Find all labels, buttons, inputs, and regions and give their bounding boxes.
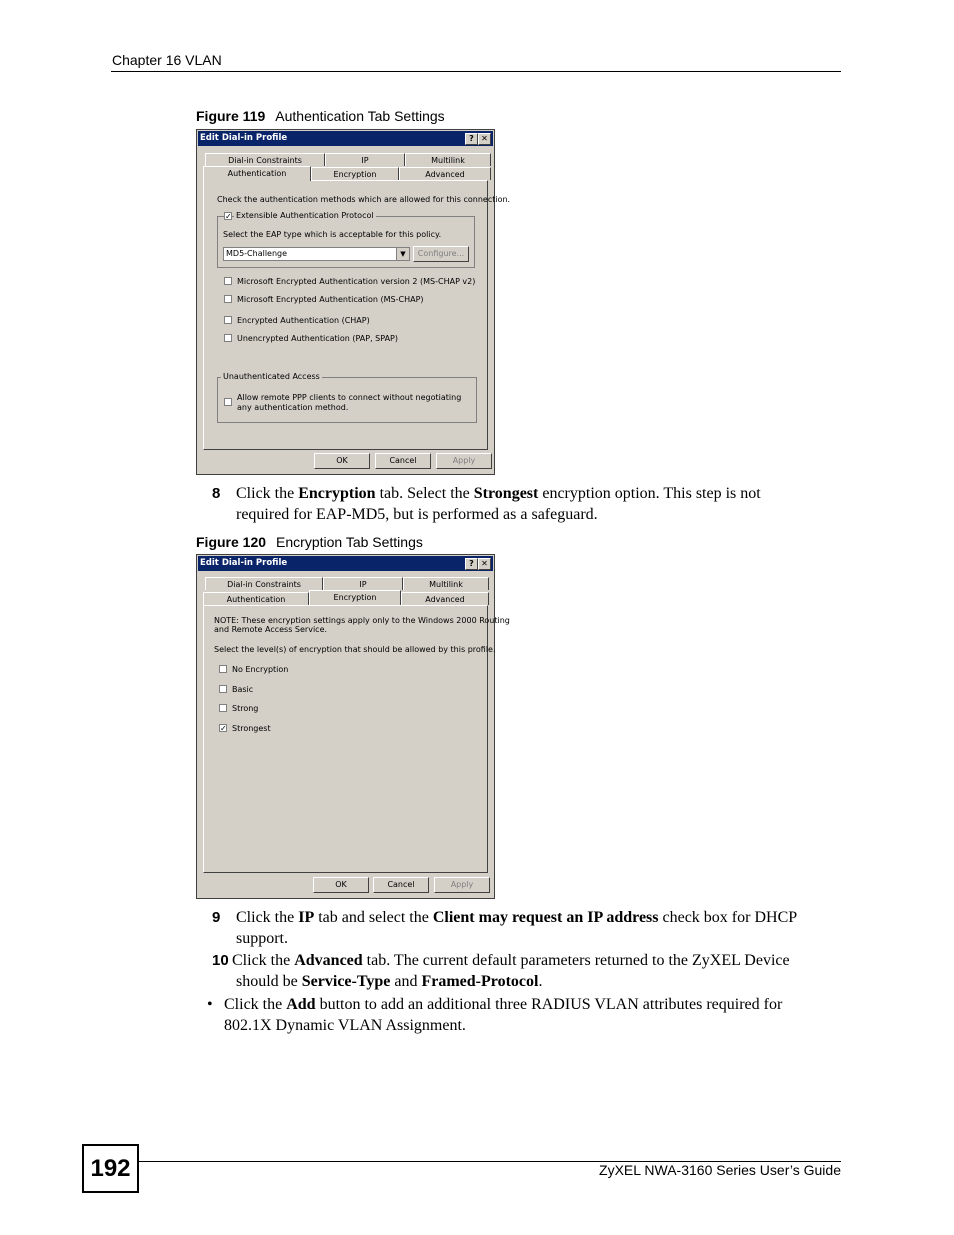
step-10-t2: tab. The current default parameters returned to the ZyXEL Device bbox=[362, 952, 790, 969]
step-10-b1: Advanced bbox=[294, 952, 363, 969]
tab-dial-in-constraints[interactable]: Dial-in Constraints bbox=[205, 577, 323, 590]
step-9-number: 9 bbox=[212, 909, 221, 926]
step-9-b2: Client may request an IP address bbox=[432, 909, 659, 926]
step-10-l2-t2: and bbox=[390, 973, 422, 990]
step-8-b1: Encryption bbox=[298, 485, 376, 502]
step-9-b1: IP bbox=[298, 909, 315, 926]
step-8-t2: tab. Select the bbox=[375, 485, 474, 502]
no-encryption-checkbox[interactable] bbox=[219, 665, 227, 673]
step-10-line2 bbox=[236, 971, 846, 992]
tab-encryption[interactable]: Encryption bbox=[311, 167, 399, 180]
figure-120-label: Figure 120 bbox=[196, 534, 267, 550]
step-10-t1: Click the bbox=[232, 952, 295, 969]
cancel-button[interactable]: Cancel bbox=[375, 453, 431, 469]
enc-note-line2: and Remote Access Service. bbox=[214, 625, 328, 634]
header-rule bbox=[111, 71, 841, 72]
figure-119-caption bbox=[196, 108, 445, 124]
unauth-checkbox[interactable] bbox=[224, 398, 232, 406]
strong-checkbox[interactable] bbox=[219, 704, 227, 712]
tab-dial-in-constraints[interactable]: Dial-in Constraints bbox=[205, 153, 325, 166]
ms-chap-v2-label: Microsoft Encrypted Authentication version 2 (MS-CHAP v2) bbox=[237, 277, 476, 286]
step-9-t2: tab and select the bbox=[314, 909, 433, 926]
eap-group-title: Extensible Authentication Protocol bbox=[236, 211, 374, 220]
bullet-t2: button to add an additional three RADIUS VLAN attributes required for bbox=[315, 996, 783, 1013]
bullet-text bbox=[224, 994, 844, 1036]
enc-prompt: Select the level(s) of encryption that should be allowed by this profile. bbox=[214, 645, 496, 654]
tab-encryption[interactable]: Encryption bbox=[309, 590, 401, 605]
step-8-t1: Click the bbox=[236, 485, 299, 502]
bullet-b1: Add bbox=[286, 996, 316, 1013]
figure-120-title: Encryption Tab Settings bbox=[276, 534, 423, 550]
pap-checkbox[interactable] bbox=[224, 334, 232, 342]
guide-title: ZyXEL NWA-3160 Series User’s Guide bbox=[599, 1162, 841, 1178]
bullet-mark: • bbox=[207, 996, 213, 1013]
strong-label: Strong bbox=[232, 704, 259, 713]
basic-label: Basic bbox=[232, 685, 254, 694]
eap-type-value: MD5-Challenge bbox=[226, 249, 288, 258]
figure-120-caption bbox=[196, 534, 423, 550]
ms-chap-checkbox[interactable] bbox=[224, 295, 232, 303]
help-icon[interactable]: ? bbox=[465, 133, 478, 145]
unauth-line1: Allow remote PPP clients to connect without negotiating bbox=[237, 393, 462, 402]
enc-dialog-title: Edit Dial-in Profile bbox=[200, 558, 288, 568]
auth-dialog-title: Edit Dial-in Profile bbox=[200, 133, 288, 143]
step-10-l2-b2: Framed-Protocol bbox=[421, 973, 539, 990]
unauth-group-title: Unauthenticated Access bbox=[223, 372, 320, 381]
eap-checkbox[interactable]: ✓ bbox=[225, 212, 232, 221]
tab-multilink[interactable]: Multilink bbox=[405, 153, 491, 166]
configure-button[interactable]: Configure... bbox=[413, 246, 469, 262]
close-icon[interactable]: ✕ bbox=[478, 133, 491, 145]
tab-advanced[interactable]: Advanced bbox=[399, 167, 491, 180]
help-icon[interactable]: ? bbox=[465, 558, 478, 570]
figure-119-title: Authentication Tab Settings bbox=[275, 108, 445, 124]
chap-checkbox[interactable] bbox=[224, 316, 232, 324]
step-10-l2-b1: Service-Type bbox=[301, 973, 391, 990]
chapter-header: Chapter 16 VLAN bbox=[112, 52, 222, 68]
step-8-number: 8 bbox=[212, 485, 221, 502]
step-8-t3: encryption option. This step is not bbox=[538, 485, 761, 502]
unauth-line2: any authentication method. bbox=[237, 403, 349, 412]
tab-ip[interactable]: IP bbox=[323, 577, 403, 590]
ms-chap-label: Microsoft Encrypted Authentication (MS-CHAP) bbox=[237, 295, 424, 304]
step-10-text bbox=[232, 950, 846, 971]
page-number: 192 bbox=[82, 1144, 139, 1193]
tab-authentication[interactable]: Authentication bbox=[203, 592, 309, 605]
eap-type-select[interactable] bbox=[223, 247, 410, 261]
step-8-text bbox=[236, 483, 846, 525]
eap-prompt: Select the EAP type which is acceptable for this policy. bbox=[223, 230, 442, 239]
bullet-line2: 802.1X Dynamic VLAN Assignment. bbox=[224, 1017, 466, 1034]
encryption-dialog bbox=[196, 554, 510, 899]
strongest-label: Strongest bbox=[232, 724, 271, 733]
basic-checkbox[interactable] bbox=[219, 685, 227, 693]
auth-dialog-titlebar bbox=[198, 131, 493, 146]
step-9-t3: check box for DHCP bbox=[658, 909, 798, 926]
enc-note-line1: NOTE: These encryption settings apply only to the Windows 2000 Routing bbox=[214, 616, 510, 625]
step-10-l2-t1: should be bbox=[236, 973, 302, 990]
no-encryption-label: No Encryption bbox=[232, 665, 289, 674]
tab-advanced[interactable]: Advanced bbox=[401, 592, 489, 605]
step-8-b2: Strongest bbox=[473, 485, 539, 502]
auth-intro: Check the authentication methods which are allowed for this connection. bbox=[217, 195, 511, 204]
step-10-number: 10 bbox=[212, 952, 229, 969]
ok-button[interactable]: OK bbox=[314, 453, 370, 469]
auth-dialog bbox=[196, 129, 511, 475]
step-9-line2: support. bbox=[236, 930, 288, 947]
apply-button[interactable]: Apply bbox=[436, 453, 492, 469]
bullet-t1: Click the bbox=[224, 996, 287, 1013]
step-10-l2-t3: . bbox=[538, 973, 543, 990]
tab-ip[interactable]: IP bbox=[325, 153, 405, 166]
tab-authentication[interactable]: Authentication bbox=[203, 166, 311, 181]
pap-label: Unencrypted Authentication (PAP, SPAP) bbox=[237, 334, 398, 343]
ok-button[interactable]: OK bbox=[313, 877, 369, 893]
step-8-line2: required for EAP-MD5, but is performed as a safeguard. bbox=[236, 506, 598, 523]
strongest-checkbox[interactable]: ✓ bbox=[220, 724, 227, 733]
figure-119-label: Figure 119 bbox=[196, 108, 266, 124]
step-9-t1: Click the bbox=[236, 909, 299, 926]
tab-multilink[interactable]: Multilink bbox=[403, 577, 489, 590]
step-9-text bbox=[236, 907, 846, 949]
apply-button[interactable]: Apply bbox=[434, 877, 490, 893]
chevron-down-icon[interactable]: ▼ bbox=[396, 248, 409, 260]
close-icon[interactable]: ✕ bbox=[478, 558, 491, 570]
enc-dialog-titlebar bbox=[198, 556, 493, 571]
chap-label: Encrypted Authentication (CHAP) bbox=[237, 316, 370, 325]
ms-chap-v2-checkbox[interactable] bbox=[224, 277, 232, 285]
cancel-button[interactable]: Cancel bbox=[373, 877, 429, 893]
